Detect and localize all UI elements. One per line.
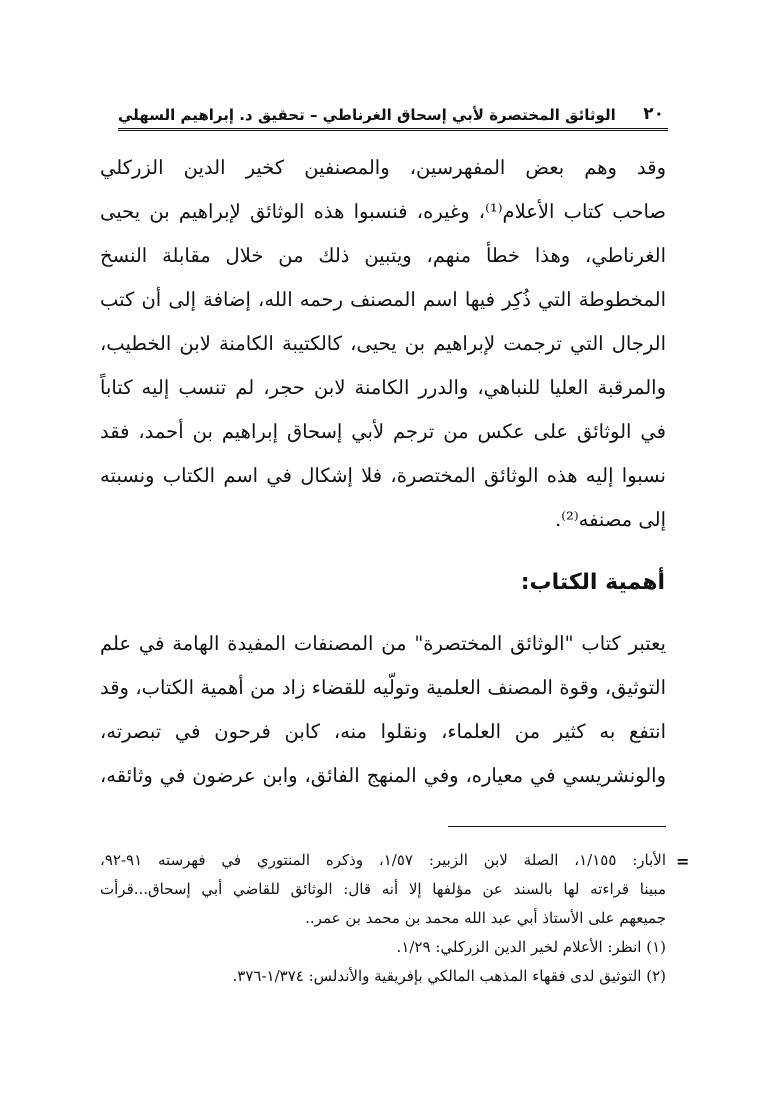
- body-line: المخطوطة التي ذُكِر فيها اسم المصنف رحمه الله، إضافة إلى أن كتب: [100, 288, 666, 311]
- section-heading: أهمية الكتاب:: [520, 570, 665, 595]
- section-line: يعتبر كتاب "الوثائق المختصرة" من المصنفات المفيدة الهامة في علم: [100, 632, 666, 655]
- running-header: [118, 88, 664, 124]
- footnote-continuation-marker: =: [676, 852, 690, 871]
- footnote-continuation-line: مبينا قراءته لها بالسند عن مؤلفها إلا أنه قال: الوثائق للقاضي أبي إسحاق...قرأت: [100, 880, 666, 898]
- footnote-continuation-line: الأبار: ١/١٥٥، الصلة لابن الزبير: ١/٥٧، وذكره المنتوري في فهرسته ٩١-٩٢،: [100, 851, 666, 869]
- body-line: الغرناطي، وهذا خطأ منهم، ويتبين ذلك من خلال مقابلة النسخ: [100, 244, 666, 267]
- body-paragraph: [100, 146, 666, 542]
- body-line: الرجال التي ترجمت لإبراهيم بن يحيى، كالكتيبة الكامنة لابن الخطيب،: [100, 332, 666, 355]
- footnote-divider: [448, 826, 666, 827]
- section-line: التوثيق، وقوة المصنف العلمية وتولّيه للقضاء زاد من أهمية الكتاب، وقد: [100, 676, 666, 699]
- page-number: ٢٠: [643, 104, 664, 124]
- header-divider: [118, 128, 668, 131]
- footnotes: [100, 846, 666, 991]
- body-line: إلى مصنفه⁽²⁾.: [555, 508, 666, 531]
- section-paragraph: [100, 622, 666, 798]
- body-line: صاحب كتاب الأعلام⁽¹⁾، وغيره، فنسبوا هذه الوثائق لإبراهيم بن يحيى: [100, 200, 666, 223]
- section-line: والونشريسي في معياره، وفي المنهج الفائق، وابن عرضون في وثائقه،: [100, 764, 666, 787]
- footnote-continuation-line: جميعهم على الأستاذ أبي عبد الله محمد بن محمد بن عمر..: [305, 909, 666, 927]
- footnote-2: (٢) التوثيق لدى فقهاء المذهب المالكي بإفريقية والأندلس: ١/٣٧٤-٣٧٦.: [232, 967, 666, 985]
- body-line: والمرقبة العليا للنباهي، والدرر الكامنة لابن حجر، لم تنسب إليه كتاباً: [100, 376, 666, 399]
- body-line: في الوثائق على عكس من ترجم لأبي إسحاق إبراهيم بن أحمد، فقد: [100, 420, 666, 443]
- footnote-1: (١) انظر: الأعلام لخير الدين الزركلي: ١/٢٩.: [396, 938, 666, 956]
- running-header-title: الوثائق المختصرة لأبي إسحاق الغرناطي – تحقيق د. إبراهيم السهلي: [118, 106, 616, 124]
- section-line: انتفع به كثير من العلماء، ونقلوا منه، كابن فرحون في تبصرته،: [100, 720, 666, 743]
- body-line: وقد وهم بعض المفهرسين، والمصنفين كخير الدين الزركلي: [100, 156, 666, 179]
- body-line: نسبوا إليه هذه الوثائق المختصرة، فلا إشكال في اسم الكتاب ونسبته: [100, 464, 666, 487]
